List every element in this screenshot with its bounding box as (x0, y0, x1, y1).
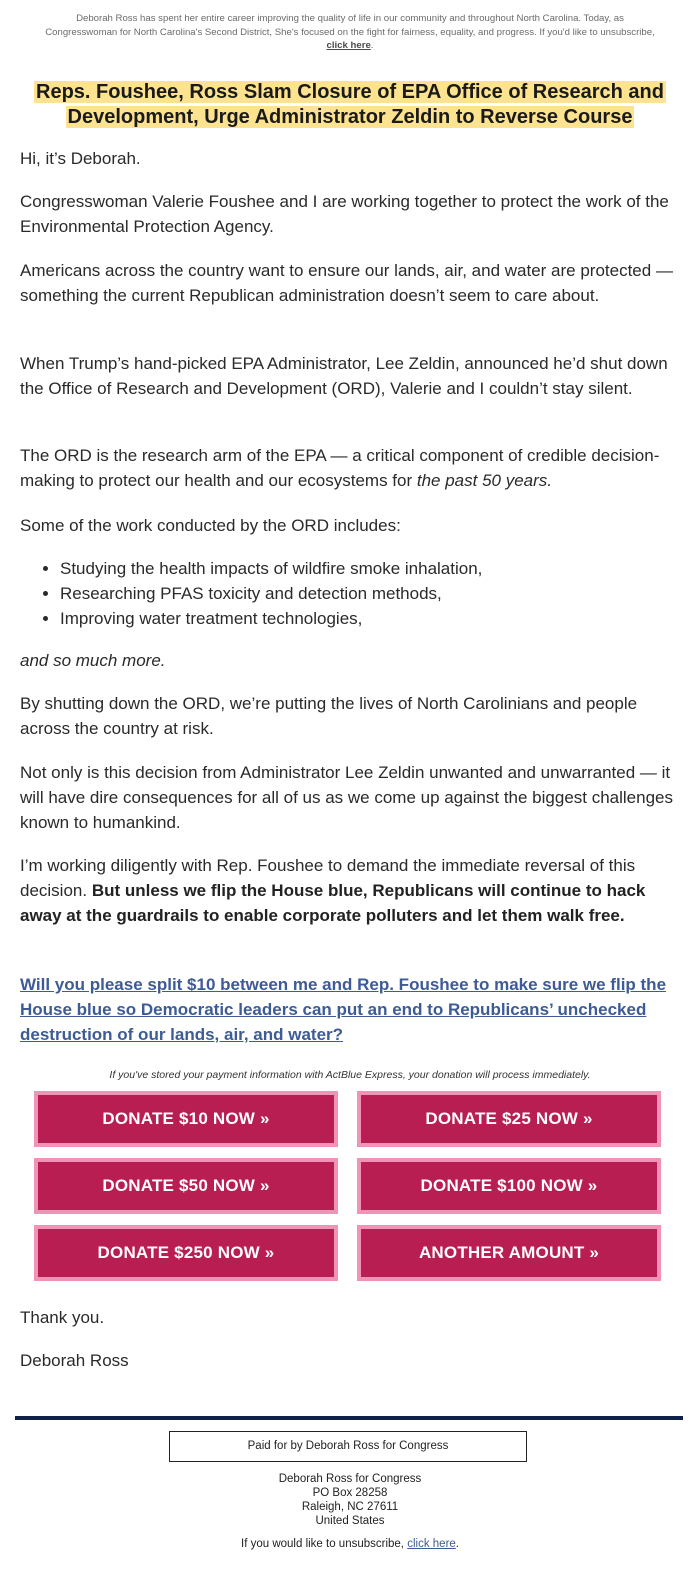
footer-divider (15, 1416, 683, 1420)
paragraph-9-bold: But unless we flip the House blue, Republicans will continue to hack away at the guardrails to enable corporate polluters and let them walk free. (20, 881, 646, 925)
actblue-disclaimer: If you've stored your payment information with ActBlue Express, your donation will process immediately. (109, 1069, 591, 1081)
list-item: • Improving water treatment technologies, (60, 606, 700, 631)
list-item: • Researching PFAS toxicity and detection methods, (60, 581, 700, 606)
ord-work-list (20, 556, 700, 631)
email-headline (12, 80, 688, 130)
greeting: Hi, it’s Deborah. (20, 149, 141, 168)
preheader-end: . (370, 40, 374, 51)
paragraph-9-text: I’m working diligently with Rep. Foushee to demand the immediate reversal of this decision. (20, 856, 636, 900)
address-line: Raleigh, NC 27611 (301, 1501, 399, 1513)
paragraph-4 (20, 443, 685, 493)
donate-25-button[interactable]: DONATE $25 NOW » (357, 1091, 661, 1147)
donate-10-button[interactable]: DONATE $10 NOW » (34, 1091, 338, 1147)
mailing-address (0, 1472, 700, 1528)
address-line: United States (315, 1515, 385, 1527)
paragraph-6 (20, 648, 685, 673)
unsubscribe-end: . (455, 1538, 459, 1550)
signoff-thanks: Thank you. (20, 1308, 105, 1327)
donation-ask (20, 972, 685, 1047)
paragraph-7: By shutting down the ORD, we’re putting the lives of North Carolinians and people across the country at risk. (20, 694, 638, 738)
unsubscribe-text: If you would like to unsubscribe, (241, 1538, 405, 1550)
donate-50-button[interactable]: DONATE $50 NOW » (34, 1158, 338, 1214)
paragraph-4-text: The ORD is the research arm of the EPA — a critical component of credible decision-making to protect our health and our ecosystems for (20, 446, 660, 490)
signoff-name: Deborah Ross (20, 1351, 129, 1370)
footer-unsubscribe (0, 1538, 700, 1550)
paragraph-6-italic: and so much more. (20, 651, 166, 670)
paragraph-8: Not only is this decision from Administrator Lee Zeldin unwanted and unwarranted — it will have dire consequences for all of us as we come up against the biggest challenges known to humankind. (20, 763, 673, 832)
list-item: • Studying the health impacts of wildfire smoke inhalation, (60, 556, 700, 581)
preheader-unsubscribe-link[interactable]: click here (326, 40, 371, 51)
preheader-text: Deborah Ross has spent her entire career improving the quality of life in our community and throughout North Carolina. Today, as Congresswoman for North Carolina's Second District, She's focused on the fight for fairness, equality, and progress. If you'd like to unsubscribe, (45, 13, 655, 38)
donate-100-button[interactable]: DONATE $100 NOW » (357, 1158, 661, 1214)
paragraph-1: Congresswoman Valerie Foushee and I are working together to protect the work of the Environmental Protection Agency. (20, 192, 669, 236)
paragraph-2: Americans across the country want to ensure our lands, air, and water are protected — something the current Republican administration doesn’t seem to care about. (20, 261, 673, 305)
preheader (40, 12, 660, 53)
unsubscribe-link[interactable]: click here (407, 1538, 456, 1550)
donate-250-button[interactable]: DONATE $250 NOW » (34, 1225, 338, 1281)
paid-for-box: Paid for by Deborah Ross for Congress (169, 1431, 527, 1462)
paragraph-9 (20, 853, 685, 928)
paragraph-4-italic: the past 50 years. (416, 471, 553, 490)
donation-ask-link[interactable]: Will you please split $10 between me and Rep. Foushee to make sure we flip the House blue so Democratic leaders can put an end to Republicans’ unchecked destruction of our lands, air, and water? (20, 975, 667, 1044)
another-amount-button[interactable]: ANOTHER AMOUNT » (357, 1225, 661, 1281)
paragraph-3: When Trump’s hand-picked EPA Administrator, Lee Zeldin, announced he’d shut down the Office of Research and Development (ORD), Valerie and I couldn’t stay silent. (20, 354, 668, 398)
address-line: PO Box 28258 (312, 1487, 388, 1499)
address-line: Deborah Ross for Congress (278, 1473, 422, 1485)
headline-text: Reps. Foushee, Ross Slam Closure of EPA Office of Research and Development, Urge Administrator Zeldin to Reverse Course (36, 81, 664, 128)
paragraph-5: Some of the work conducted by the ORD includes: (20, 516, 401, 535)
